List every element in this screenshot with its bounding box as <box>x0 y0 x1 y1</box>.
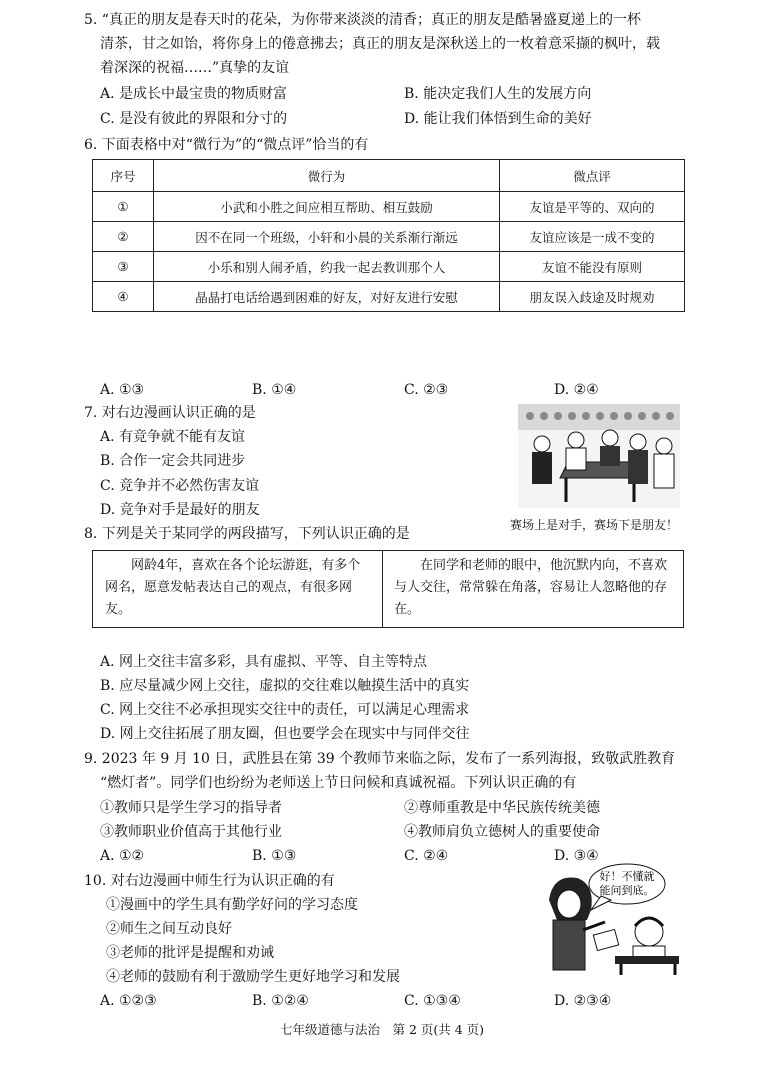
q5-option-c[interactable]: C. 是没有彼此的界限和分寸的 <box>100 111 288 127</box>
q8-option-b[interactable]: B. 应尽量减少网上交往，虚拟的交往难以触摸生活中的真实 <box>100 678 470 694</box>
table-cell: 友谊应该是一成不变的 <box>500 222 685 252</box>
q10-option-a[interactable]: A. ①②③ <box>100 993 157 1009</box>
q5-stem-line-2: 清茶，甘之如饴，将你身上的倦意拂去；真正的朋友是深秋送上的一枚着意采撷的枫叶，载 <box>100 36 660 52</box>
q5-option-d[interactable]: D. 能让我们体悟到生命的美好 <box>404 111 592 127</box>
q5-stem-line-1: 5. “真正的朋友是春天时的花朵，为你带来淡淡的清香；真正的朋友是酷暑盛夏递上的一杯 <box>84 12 641 28</box>
q10-stem: 10. 对右边漫画中师生行为认识正确的有 <box>84 873 335 889</box>
page-footer: 七年级道德与法治 第 2 页(共 4 页) <box>279 1022 485 1037</box>
q8-option-c[interactable]: C. 网上交往不必承担现实交往中的责任，可以满足心理需求 <box>100 702 470 718</box>
q9-item-2: ②尊师重教是中华民族传统美德 <box>404 800 600 816</box>
q6-option-d[interactable]: D. ②④ <box>554 382 599 398</box>
q10-option-c[interactable]: C. ①③④ <box>404 993 461 1009</box>
table-cell: ④ <box>93 282 154 312</box>
table-header-cell: 微点评 <box>500 160 685 192</box>
table-cell: 友谊是平等的、双向的 <box>500 192 685 222</box>
table-cell: ② <box>93 222 154 252</box>
table-cell: ① <box>93 192 154 222</box>
q7-option-c[interactable]: C. 竞争并不必然伤害友谊 <box>100 478 260 494</box>
table-cell: 晶晶打电话给遇到困难的好友，对好友进行安慰 <box>154 282 500 312</box>
q9-item-4: ④教师肩负立德树人的重要使命 <box>404 824 600 840</box>
q9-stem-line-1: 9. 2023 年 9 月 10 日，武胜县在第 39 个教师节来临之际，发布了一系列海报，致敬武胜教育 <box>84 751 676 767</box>
q9-option-d[interactable]: D. ③④ <box>554 848 599 864</box>
q6-option-a[interactable]: A. ①③ <box>100 382 145 398</box>
q9-stem-line-2: “燃灯者”。同学们也纷纷为老师送上节日问候和真诚祝福。下列认识正确的有 <box>100 775 577 791</box>
q9-option-b[interactable]: B. ①③ <box>252 848 297 864</box>
q7-cartoon-image <box>518 404 680 508</box>
table-row <box>93 222 685 252</box>
q6-stem: 6. 下面表格中对“微行为”的“微点评”恰当的有 <box>84 137 369 153</box>
q10-item-2: ②师生之间互动良好 <box>106 921 232 937</box>
table-row <box>93 252 685 282</box>
q9-item-1: ①教师只是学生学习的指导者 <box>100 800 282 816</box>
q9-item-3: ③教师职业价值高于其他行业 <box>100 824 282 840</box>
q8-online-description: 网龄4年，喜欢在各个论坛游逛，有多个网名，愿意发帖表达自己的观点，有很多网友。 <box>105 558 361 617</box>
q10-bubble-line-1: 好！不懂就 <box>599 870 655 883</box>
table-row <box>93 282 685 312</box>
q7-option-a[interactable]: A. 有竞争就不能有友谊 <box>100 429 246 445</box>
q10-option-d[interactable]: D. ②③④ <box>554 993 612 1009</box>
table-cell: 朋友误入歧途及时规劝 <box>500 282 685 312</box>
q10-item-4: ④老师的鼓励有利于激励学生更好地学习和发展 <box>106 969 400 985</box>
table-row <box>93 192 685 222</box>
table-cell: 因不在同一个班级，小轩和小晨的关系渐行渐远 <box>154 222 500 252</box>
q9-option-c[interactable]: C. ②④ <box>404 848 449 864</box>
q10-item-3: ③老师的批评是提醒和劝诫 <box>106 945 274 961</box>
q5-stem-line-3: 着深深的祝福……”真挚的友谊 <box>100 60 290 76</box>
table-header-cell: 序号 <box>93 160 154 192</box>
q7-option-b[interactable]: B. 合作一定会共同进步 <box>100 453 246 469</box>
q8-option-a[interactable]: A. 网上交往丰富多彩，具有虚拟、平等、自主等特点 <box>100 654 428 670</box>
q9-option-a[interactable]: A. ①② <box>100 848 145 864</box>
q7-cartoon-caption: 赛场上是对手，赛场下是朋友！ <box>510 518 679 532</box>
q8-stem: 8. 下列是关于某同学的两段描写，下列认识正确的是 <box>84 526 410 542</box>
table-cell: 小乐和别人闹矛盾，约我一起去教训那个人 <box>154 252 500 282</box>
q6-table <box>92 159 685 312</box>
q5-option-b[interactable]: B. 能决定我们人生的发展方向 <box>404 86 592 102</box>
q10-cartoon-image <box>535 860 681 975</box>
table-cell: 友谊不能没有原则 <box>500 252 685 282</box>
table-cell: 小武和小胜之间应相互帮助、相互鼓励 <box>154 192 500 222</box>
q7-stem: 7. 对右边漫画认识正确的是 <box>84 405 256 421</box>
table-header-cell: 微行为 <box>154 160 500 192</box>
q5-option-a[interactable]: A. 是成长中最宝贵的物质财富 <box>100 86 288 102</box>
q10-option-b[interactable]: B. ①②④ <box>252 993 309 1009</box>
table-header-row <box>93 160 685 192</box>
q7-option-d[interactable]: D. 竞争对手是最好的朋友 <box>100 502 260 518</box>
q8-offline-description: 在同学和老师的眼中，他沉默内向，不喜欢与人交往，常常躲在角落，容易让人忽略他的存在。 <box>394 558 668 617</box>
q10-item-1: ①漫画中的学生具有勤学好问的学习态度 <box>106 897 358 913</box>
q8-option-d[interactable]: D. 网上交往拓展了朋友圈，但也要学会在现实中与同伴交往 <box>100 726 470 742</box>
q6-option-c[interactable]: C. ②③ <box>404 382 449 398</box>
table-cell: ③ <box>93 252 154 282</box>
q6-option-b[interactable]: B. ①④ <box>252 382 297 398</box>
q8-description-box <box>92 550 684 628</box>
q10-bubble-line-2: 能问到底。 <box>599 884 655 897</box>
